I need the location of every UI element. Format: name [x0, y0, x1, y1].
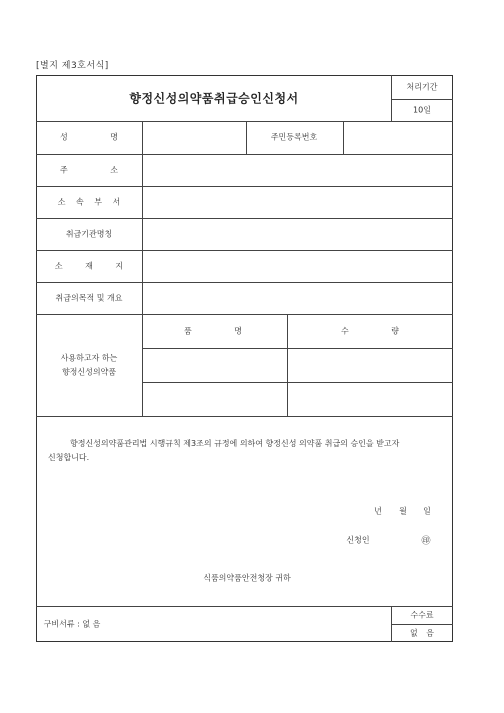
resident-id-label: 주민등록번호: [270, 132, 318, 142]
divider: [391, 624, 453, 625]
institution-label: 취급기관명칭: [65, 229, 113, 239]
form-number-tag: [별지 제3호서식]: [36, 61, 109, 71]
processing-period-label: 처리기간: [406, 82, 438, 92]
name-label: 성 명: [60, 132, 118, 142]
date-year: 년: [374, 506, 382, 516]
form-title: 향정신성의약품취급승인신청서: [129, 91, 299, 106]
statement-line2: 신청합니다.: [48, 453, 90, 462]
divider: [36, 250, 453, 251]
divider: [246, 121, 247, 154]
divider: [142, 348, 453, 349]
fee-value: 없 음: [410, 628, 434, 638]
divider: [391, 606, 392, 642]
statement-line1: 향정신성의약품관리법 시행규칙 제3조의 규정에 의하여 향정신성 의약품 취급의 승인을 받고자: [70, 439, 400, 448]
divider: [36, 314, 453, 315]
divider: [391, 99, 453, 100]
department-label: 소 속 부 서: [57, 197, 121, 207]
applicant-label: 신청인: [346, 535, 370, 545]
divider: [142, 121, 143, 416]
drugs-label-line1: 사용하고자 하는: [60, 353, 118, 363]
divider: [36, 121, 453, 122]
divider: [36, 186, 453, 187]
purpose-label: 취급의목적 및 개요: [55, 293, 123, 303]
seal-mark: ㊞: [421, 536, 431, 547]
divider: [391, 75, 392, 121]
required-documents: 구비서류 : 없 음: [43, 619, 101, 629]
recipient-line: 식품의약품안전청장 귀하: [203, 573, 291, 583]
divider: [36, 416, 453, 417]
date-day: 일: [423, 506, 431, 516]
divider: [142, 382, 453, 383]
fee-label: 수수료: [410, 610, 434, 620]
processing-period-value: 10일: [413, 105, 431, 115]
divider: [36, 154, 453, 155]
address-label: 주 소: [60, 165, 118, 175]
divider: [287, 314, 288, 416]
drugs-label-line2: 향정신성의약품: [61, 367, 117, 377]
item-name-header: 품 명: [184, 326, 242, 336]
divider: [343, 121, 344, 154]
quantity-header: 수 량: [341, 326, 399, 336]
divider: [36, 282, 453, 283]
divider: [36, 218, 453, 219]
date-month: 월: [399, 506, 407, 516]
location-label: 소 재 지: [54, 261, 124, 271]
